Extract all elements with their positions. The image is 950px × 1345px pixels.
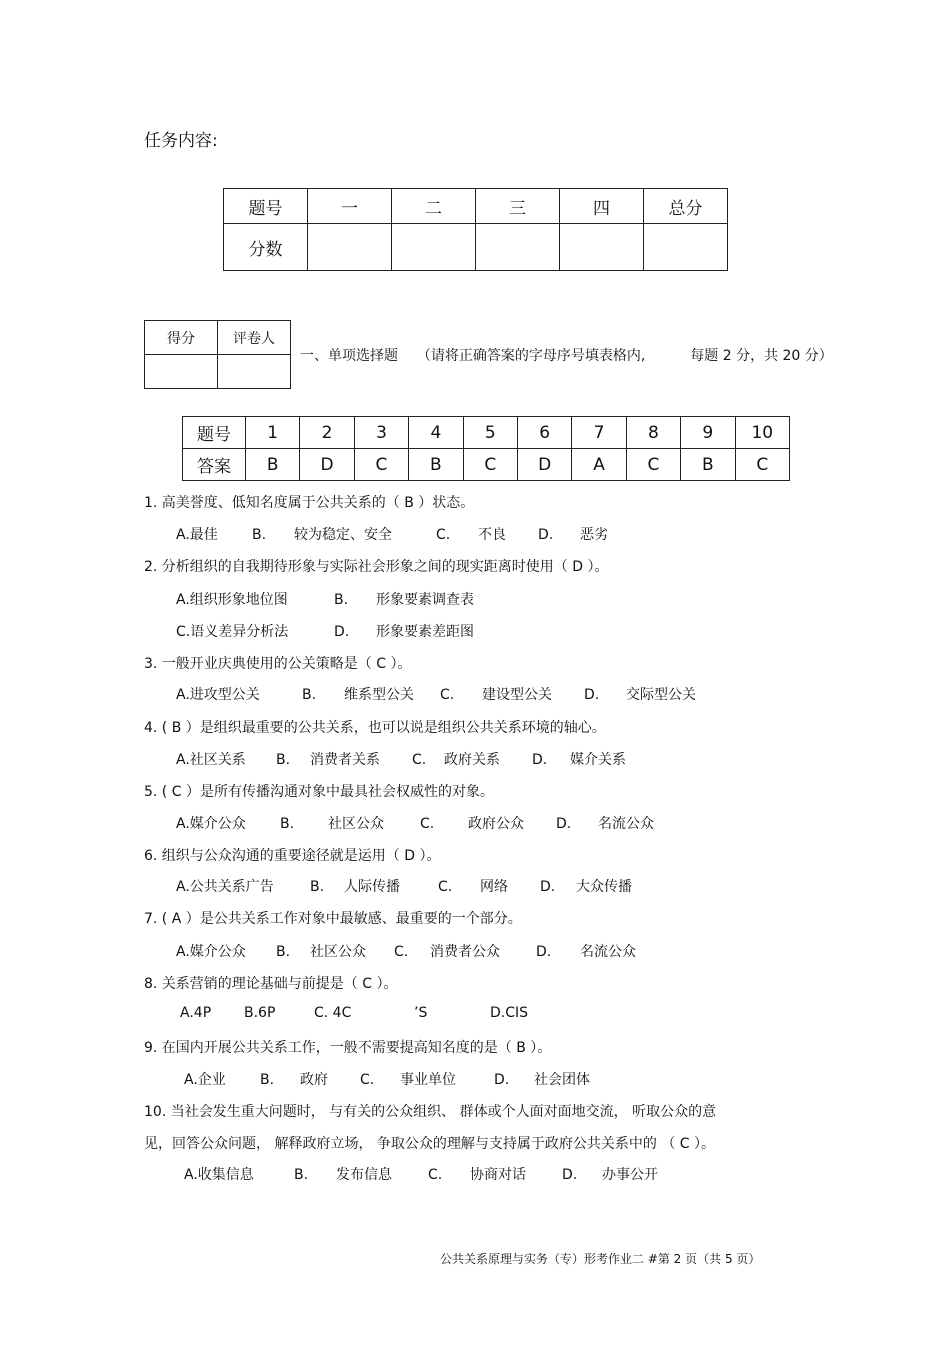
option: C. <box>438 879 453 895</box>
answer-table-cell: 2 <box>300 417 354 449</box>
option: A.进攻型公关 <box>176 687 260 703</box>
grader-blank-cell <box>218 355 291 389</box>
option: D. <box>540 879 556 895</box>
option: C. <box>412 752 427 768</box>
option: 政府 <box>300 1072 328 1088</box>
option: 较为稳定、安全 <box>294 527 392 543</box>
score-table-cell: 题号 <box>224 189 308 224</box>
option: A.最佳 <box>176 527 218 543</box>
question-8-options <box>180 1005 528 1021</box>
question-5: 5. ( C ）是所有传播沟通对象中最具社会权威性的对象。 <box>144 784 494 800</box>
answer-table-cell: B <box>681 449 735 481</box>
answer-table-cell: 5 <box>463 417 517 449</box>
score-table-cell: 总分 <box>644 189 728 224</box>
option: A.公共关系广告 <box>176 879 274 895</box>
answer-table-cell: 答案 <box>183 449 246 481</box>
option: 政府关系 <box>444 752 500 768</box>
answer-table-cell: B <box>409 449 463 481</box>
answer-table-cell: 6 <box>517 417 571 449</box>
score-blank-cell <box>392 224 476 271</box>
grader-table <box>144 320 291 389</box>
option: C. <box>440 687 455 703</box>
page-footer: 公共关系原理与实务（专）形考作业二 #第 2 页（共 5 页） <box>440 1252 761 1266</box>
option: B. <box>280 816 295 832</box>
option: 形象要素调查表 <box>376 592 474 608</box>
score-blank-cell <box>476 224 560 271</box>
option: 网络 <box>480 879 508 895</box>
section1-instruction: （请将正确答案的字母序号填表格内, <box>416 348 646 364</box>
option: A.社区关系 <box>176 752 246 768</box>
option: B. <box>310 879 325 895</box>
option: D. <box>536 944 552 960</box>
answer-table-cell: 3 <box>354 417 408 449</box>
option: A.企业 <box>184 1072 226 1088</box>
option: A.收集信息 <box>184 1167 254 1183</box>
score-table-cell: 三 <box>476 189 560 224</box>
question-8: 8. 关系营销的理论基础与前提是（ C ）。 <box>144 976 398 992</box>
answer-table-cell: 7 <box>572 417 626 449</box>
option: 社区公众 <box>310 944 366 960</box>
question-3: 3. 一般开业庆典使用的公关策略是（ C ）。 <box>144 656 412 672</box>
answer-table-cell: 题号 <box>183 417 246 449</box>
option: 媒介关系 <box>570 752 626 768</box>
answer-table-cell: 9 <box>681 417 735 449</box>
option: 消费者公众 <box>430 944 500 960</box>
option: C. 4C <box>314 1005 352 1021</box>
option: D. <box>538 527 554 543</box>
question-6-options <box>176 876 632 896</box>
option: C. <box>428 1167 443 1183</box>
answer-table-cell: B <box>246 449 300 481</box>
score-blank-cell <box>308 224 392 271</box>
score-table <box>223 188 728 271</box>
question-1-options <box>176 524 608 544</box>
option: 人际传播 <box>344 879 400 895</box>
option: C. <box>360 1072 375 1088</box>
section1-points: 每题 2 分，共 20 分） <box>690 348 833 364</box>
question-9-options <box>184 1069 590 1089</box>
option: C. <box>394 944 409 960</box>
option: B. <box>276 944 291 960</box>
option: D.CIS <box>490 1005 529 1021</box>
option: D. <box>532 752 548 768</box>
task-title: 任务内容: <box>144 131 218 151</box>
option: B. <box>302 687 317 703</box>
option: B. <box>260 1072 275 1088</box>
score-table-cell: 四 <box>560 189 644 224</box>
grader-header: 得分 <box>145 321 218 355</box>
option: A.媒介公众 <box>176 944 246 960</box>
option: 办事公开 <box>602 1167 658 1183</box>
option: C.语义差异分析法 <box>176 624 289 640</box>
option: 发布信息 <box>336 1167 392 1183</box>
question-4-options <box>176 749 626 769</box>
option: C. <box>420 816 435 832</box>
grader-blank-cell <box>145 355 218 389</box>
option: B. <box>334 592 349 608</box>
option: A.4P <box>180 1005 212 1021</box>
question-5-options <box>176 813 654 833</box>
answer-table-cell: 8 <box>626 417 680 449</box>
option: 协商对话 <box>470 1167 526 1183</box>
option: 社区公众 <box>328 816 384 832</box>
option: 大众传播 <box>576 879 632 895</box>
option: 政府公众 <box>468 816 524 832</box>
option: A.媒介公众 <box>176 816 246 832</box>
option: ’S <box>414 1005 428 1021</box>
option: 不良 <box>478 527 506 543</box>
option: 建设型公关 <box>482 687 552 703</box>
score-table-cell: 二 <box>392 189 476 224</box>
answer-table-cell: C <box>735 449 789 481</box>
question-2: 2. 分析组织的自我期待形象与实际社会形象之间的现实距离时使用（ D ）。 <box>144 559 609 575</box>
option: D. <box>334 624 350 640</box>
answer-table-cell: C <box>626 449 680 481</box>
question-1: 1. 高美誉度、低知名度属于公共关系的（ B ）状态。 <box>144 495 475 511</box>
question-7-options <box>176 941 636 961</box>
option: 形象要素差距图 <box>376 624 474 640</box>
question-2-options <box>176 589 474 609</box>
answer-table-cell: D <box>517 449 571 481</box>
question-3-options <box>176 684 696 704</box>
question-10-options <box>184 1164 658 1184</box>
answer-table-cell: 10 <box>735 417 789 449</box>
score-blank-cell <box>644 224 728 271</box>
option: 社会团体 <box>534 1072 590 1088</box>
question-4: 4. ( B ）是组织最重要的公共关系，也可以说是组织公共关系环境的轴心。 <box>144 720 606 736</box>
option: 维系型公关 <box>344 687 414 703</box>
option: C. <box>436 527 451 543</box>
option: 交际型公关 <box>626 687 696 703</box>
answer-table <box>182 416 790 481</box>
answer-table-cell: D <box>300 449 354 481</box>
option: D. <box>494 1072 510 1088</box>
question-7: 7. ( A ）是公共关系工作对象中最敏感、最重要的一个部分。 <box>144 911 522 927</box>
option: B. <box>276 752 291 768</box>
question-10: 10. 当社会发生重大问题时， 与有关的公众组织、 群体或个人面对面地交流， 听取公众的意 <box>144 1104 717 1120</box>
answer-table-cell: C <box>463 449 517 481</box>
question-6: 6. 组织与公众沟通的重要途径就是运用（ D ）。 <box>144 848 441 864</box>
question-2-options-2 <box>176 621 474 641</box>
section1-title: 一、单项选择题 <box>300 348 398 364</box>
answer-table-cell: A <box>572 449 626 481</box>
option: B. <box>294 1167 309 1183</box>
question-9: 9. 在国内开展公共关系工作，一般不需要提高知名度的是（ B ）。 <box>144 1040 552 1056</box>
option: B. <box>252 527 267 543</box>
option: 事业单位 <box>400 1072 456 1088</box>
score-blank-cell <box>560 224 644 271</box>
option: 名流公众 <box>598 816 654 832</box>
option: 名流公众 <box>580 944 636 960</box>
score-table-cell: 一 <box>308 189 392 224</box>
option: B.6P <box>244 1005 276 1021</box>
answer-table-cell: 4 <box>409 417 463 449</box>
option: 恶劣 <box>580 527 608 543</box>
grader-header: 评卷人 <box>218 321 291 355</box>
option: D. <box>584 687 600 703</box>
answer-table-cell: C <box>354 449 408 481</box>
option: D. <box>556 816 572 832</box>
option: A.组织形象地位图 <box>176 592 288 608</box>
question-10-continued: 见，回答公众问题， 解释政府立场， 争取公众的理解与支持属于政府公共关系中的 （ C ）。 <box>144 1136 716 1152</box>
section1-heading <box>300 345 833 365</box>
answer-table-cell: 1 <box>246 417 300 449</box>
score-table-cell: 分数 <box>224 224 308 271</box>
option: D. <box>562 1167 578 1183</box>
option: 消费者关系 <box>310 752 380 768</box>
